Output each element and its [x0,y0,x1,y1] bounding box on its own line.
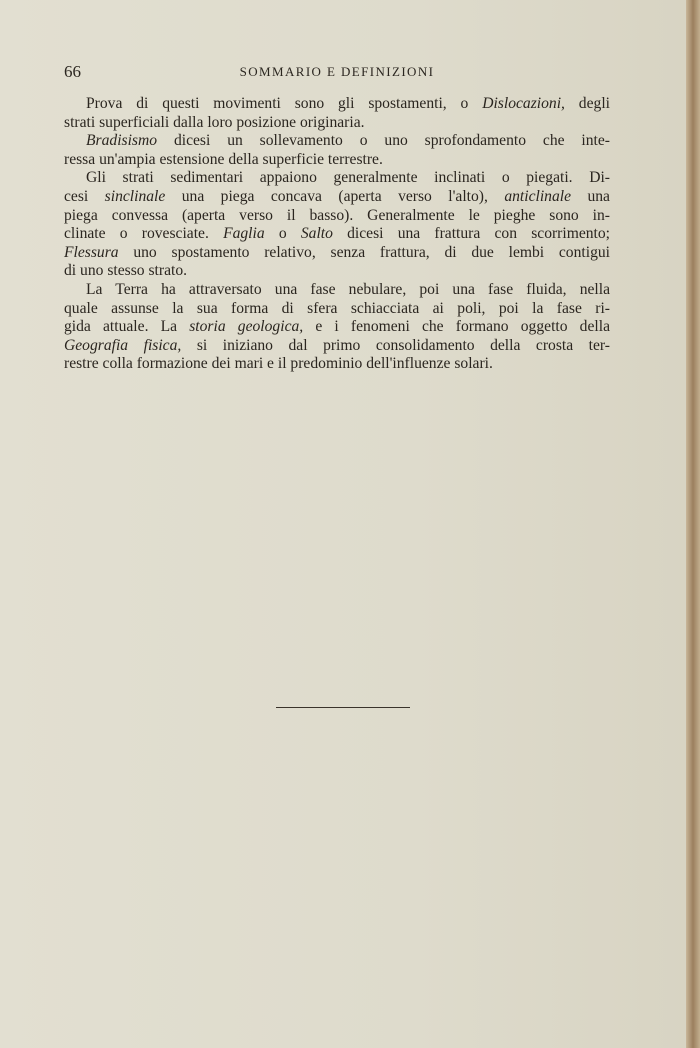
book-spine-edge [686,0,700,1048]
text-line: gida attuale. La storia geologica, e i fenomeni che formano oggetto della [64,318,610,336]
text-line: ressa un'ampia estensione della superficie terrestre. [64,150,383,168]
text-line: Gli strati sedimentari appaiono generalmente inclinati o piegati. Di- [86,169,610,187]
text-line: Flessura uno spostamento relativo, senza frattura, di due lembi contigui [64,243,610,261]
text-line: restre colla formazione dei mari e il predominio dell'influenze solari. [64,355,493,373]
text-line: clinate o rovesciate. Faglia o Salto dicesi una frattura con scorrimento; [64,225,611,243]
page-header [64,62,610,82]
text-line: La Terra ha attraversato una fase nebulare, poi una fase fluida, nella [86,280,610,298]
text-line: Geografia fisica, si iniziano dal primo consolidamento della crosta ter- [64,336,610,354]
text-line: strati superficiali dalla loro posizione originaria. [64,113,365,131]
text-line: piega convessa (aperta verso il basso). Generalmente le pieghe sono in- [64,206,610,224]
text-line: di uno stesso strato. [64,262,188,280]
running-head: SOMMARIO E DEFINIZIONI [239,64,435,79]
section-end-rule [276,707,410,708]
text-line: Prova di questi movimenti sono gli spostamenti, o Dislocazioni, degli [86,95,610,112]
text-line: quale assunse la sua forma di sfera schiacciata ai poli, poi la fase ri- [64,299,610,317]
text-line: Bradisismo dicesi un sollevamento o uno sprofondamento che inte- [86,132,610,150]
page-number: 66 [64,62,81,81]
body-text [64,95,610,374]
text-line: cesi sinclinale una piega concava (aperta verso l'alto), anticlinale una [64,187,610,205]
